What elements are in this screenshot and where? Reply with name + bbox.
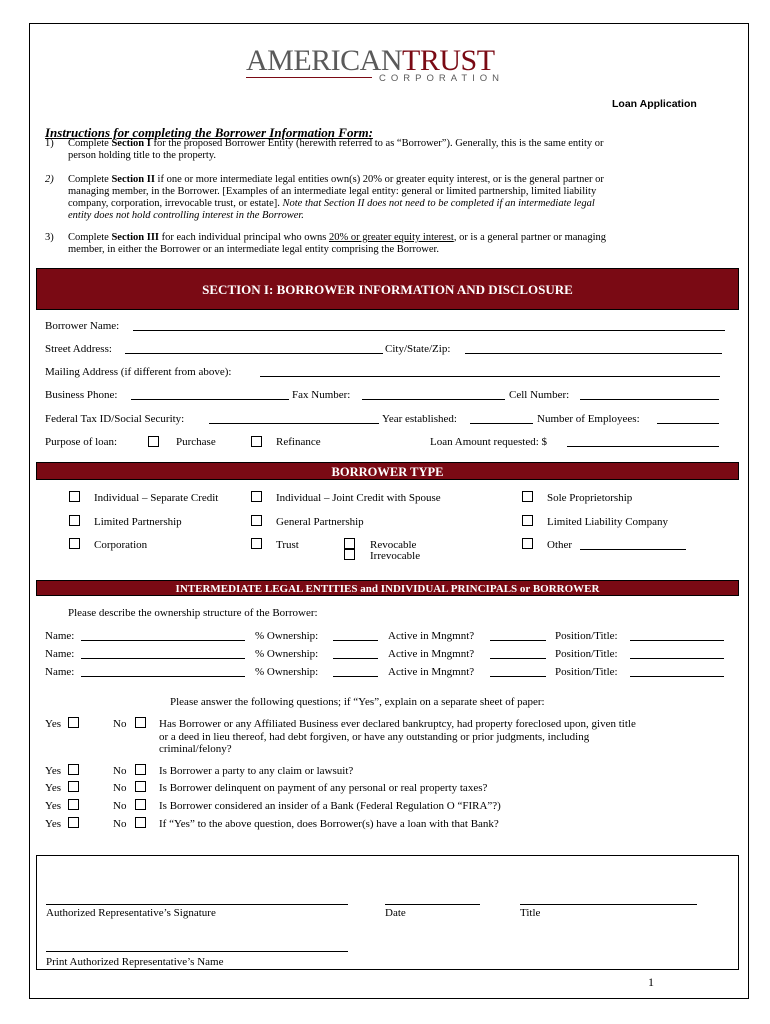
q1-yes-checkbox[interactable] [68, 717, 79, 728]
cell-number-field[interactable] [580, 399, 719, 400]
trust-label: Trust [276, 539, 299, 551]
signature-label: Authorized Representative’s Signature [46, 907, 216, 919]
print-name-label: Print Authorized Representative’s Name [46, 956, 224, 968]
ownership-field[interactable] [333, 658, 378, 659]
q4-yes-checkbox[interactable] [68, 799, 79, 810]
llc-label: Limited Liability Company [547, 516, 668, 528]
other-field[interactable] [580, 549, 686, 550]
q1-line2: or a deed in lieu thereof, had debt forgiven, or have any outstanding or prior judgments, including [159, 730, 590, 743]
page-number: 1 [648, 975, 654, 989]
borrower-type-banner: BORROWER TYPE [36, 462, 739, 480]
borrower-name-field[interactable] [133, 330, 725, 331]
business-phone-field[interactable] [131, 399, 289, 400]
i3-underline: 20% or greater equity interest [329, 232, 454, 243]
i3-pre: Complete [68, 232, 112, 243]
year-established-field[interactable] [470, 423, 533, 424]
logo-subtitle: CORPORATION [379, 73, 505, 84]
i2-line4: entity does not hold controlling interest in the Borrower. [68, 210, 304, 221]
principal-name-label: Name: [45, 630, 75, 642]
logo-rule [246, 77, 372, 78]
loan-amount-label: Loan Amount requested: $ [430, 436, 548, 448]
q5-no-checkbox[interactable] [135, 817, 146, 828]
instruction-1-num: 1) [45, 138, 54, 149]
no-label: No [113, 818, 127, 830]
irrevocable-checkbox[interactable] [344, 549, 355, 560]
ownership-label: % Ownership: [255, 666, 319, 678]
limited-partnership-checkbox[interactable] [69, 515, 80, 526]
tax-id-field[interactable] [209, 423, 379, 424]
no-label: No [113, 782, 127, 794]
street-address-label: Street Address: [45, 343, 112, 355]
purchase-checkbox[interactable] [148, 436, 159, 447]
position-label: Position/Title: [555, 648, 618, 660]
city-state-zip-label: City/State/Zip: [385, 343, 451, 355]
date-field[interactable] [385, 904, 480, 905]
revocable-label: Revocable [370, 539, 417, 551]
purchase-label: Purchase [176, 436, 216, 448]
street-address-field[interactable] [125, 353, 383, 354]
position-label: Position/Title: [555, 630, 618, 642]
sole-prop-checkbox[interactable] [522, 491, 533, 502]
q4-no-checkbox[interactable] [135, 799, 146, 810]
questions-intro: Please answer the following questions; if “Yes”, explain on a separate sheet of paper: [170, 696, 545, 708]
q1-no-checkbox[interactable] [135, 717, 146, 728]
q5-yes-checkbox[interactable] [68, 817, 79, 828]
i3-post: , or is a general partner or managing [453, 232, 607, 243]
year-established-label: Year established: [382, 413, 457, 425]
yes-label: Yes [45, 765, 62, 777]
principal-name-field[interactable] [81, 676, 245, 677]
i3-line2: member, in either the Borrower or an intermediate legal entity comprising the Borrower. [68, 244, 440, 255]
limited-partnership-label: Limited Partnership [94, 516, 182, 528]
signature-field[interactable] [46, 904, 348, 905]
q3-yes-checkbox[interactable] [68, 781, 79, 792]
business-phone-label: Business Phone: [45, 389, 118, 401]
ownership-label: % Ownership: [255, 630, 319, 642]
principal-name-field[interactable] [81, 658, 245, 659]
yes-label: Yes [45, 818, 62, 830]
logo-american: AMERICAN [246, 44, 403, 77]
i2-line3a: company, corporation, irrevocable trust, or estate]. [68, 198, 283, 209]
title-label: Title [520, 907, 541, 919]
ownership-describe: Please describe the ownership structure of the Borrower: [68, 607, 318, 619]
i3-bold: Section III [111, 232, 160, 243]
intermediate-banner: INTERMEDIATE LEGAL ENTITIES and INDIVIDUAL PRINCIPALS or BORROWER [36, 580, 739, 596]
city-state-zip-field[interactable] [465, 353, 722, 354]
num-employees-field[interactable] [657, 423, 719, 424]
fax-number-field[interactable] [362, 399, 505, 400]
llc-checkbox[interactable] [522, 515, 533, 526]
corporation-label: Corporation [94, 539, 148, 551]
trust-checkbox[interactable] [251, 538, 262, 549]
q5-text: If “Yes” to the above question, does Borrower(s) have a loan with that Bank? [159, 818, 499, 830]
active-field[interactable] [490, 640, 546, 641]
i2-line3b: Note that Section II does not need to be completed if an intermediate legal [282, 198, 595, 209]
tax-id-label: Federal Tax ID/Social Security: [45, 413, 185, 425]
mailing-address-field[interactable] [260, 376, 720, 377]
date-label: Date [385, 907, 406, 919]
no-label: No [113, 765, 127, 777]
ownership-label: % Ownership: [255, 648, 319, 660]
i1-bold: Section I [111, 138, 151, 149]
cell-number-label: Cell Number: [509, 389, 570, 401]
principal-name-field[interactable] [81, 640, 245, 641]
yes-label: Yes [45, 782, 62, 794]
other-checkbox[interactable] [522, 538, 533, 549]
instruction-3-num: 3) [45, 232, 54, 243]
i2-line2: managing member, in the Borrower. [Examples of an intermediate legal entity: general or limited partnership, limited liability [68, 186, 597, 197]
active-label: Active in Mngmnt? [388, 648, 475, 660]
ownership-field[interactable] [333, 676, 378, 677]
q2-yes-checkbox[interactable] [68, 764, 79, 775]
num-employees-label: Number of Employees: [537, 413, 640, 425]
purpose-label: Purpose of loan: [45, 436, 118, 448]
position-label: Position/Title: [555, 666, 618, 678]
i1-line2: person holding title to the property. [68, 150, 217, 161]
i2-bold: Section II [111, 174, 155, 185]
print-name-field[interactable] [46, 951, 348, 952]
i3-mid: for each individual principal who owns [159, 232, 330, 243]
position-field[interactable] [630, 658, 724, 659]
mailing-address-label: Mailing Address (if different from above): [45, 366, 232, 378]
refinance-checkbox[interactable] [251, 436, 262, 447]
corporation-checkbox[interactable] [69, 538, 80, 549]
yes-label: Yes [45, 718, 62, 730]
logo-trust: TRUST [402, 44, 495, 77]
active-field[interactable] [490, 658, 546, 659]
q1-text [159, 718, 636, 756]
principal-name-label: Name: [45, 648, 75, 660]
fax-number-label: Fax Number: [292, 389, 351, 401]
q2-no-checkbox[interactable] [135, 764, 146, 775]
position-field[interactable] [630, 640, 724, 641]
active-label: Active in Mngmnt? [388, 666, 475, 678]
i1-post: for the proposed Borrower Entity (herewith referred to as “Borrower”). Generally, this is the same entity or [150, 138, 604, 149]
position-field[interactable] [630, 676, 724, 677]
other-label: Other [547, 539, 573, 551]
instructions-title: Instructions for completing the Borrower Information Form: [45, 125, 373, 140]
individual-separate-label: Individual – Separate Credit [94, 492, 219, 504]
refinance-label: Refinance [276, 436, 321, 448]
loan-amount-field[interactable] [567, 446, 719, 447]
section1-banner: SECTION I: BORROWER INFORMATION AND DISCLOSURE [36, 268, 739, 310]
revocable-checkbox[interactable] [344, 538, 355, 549]
q3-text: Is Borrower delinquent on payment of any personal or real property taxes? [159, 782, 488, 794]
sole-prop-label: Sole Proprietorship [547, 492, 633, 504]
ownership-field[interactable] [333, 640, 378, 641]
active-label: Active in Mngmnt? [388, 630, 475, 642]
i2-pre: Complete [68, 174, 112, 185]
general-partnership-label: General Partnership [276, 516, 364, 528]
q3-no-checkbox[interactable] [135, 781, 146, 792]
no-label: No [113, 718, 127, 730]
title-field[interactable] [520, 904, 697, 905]
individual-joint-label: Individual – Joint Credit with Spouse [276, 492, 441, 504]
principal-name-label: Name: [45, 666, 75, 678]
active-field[interactable] [490, 676, 546, 677]
page-border [29, 23, 749, 999]
individual-separate-checkbox[interactable] [69, 491, 80, 502]
q4-text: Is Borrower considered an insider of a Bank (Federal Regulation O “FIRA”?) [159, 800, 501, 812]
i2-post: if one or more intermediate legal entities own(s) 20% or greater equity interest, or is the general partner or [154, 174, 604, 185]
general-partnership-checkbox[interactable] [251, 515, 262, 526]
i1-pre: Complete [68, 138, 112, 149]
yes-label: Yes [45, 800, 62, 812]
q1-line3: criminal/felony? [159, 743, 232, 755]
doc-label: Loan Application [612, 98, 697, 110]
borrower-name-label: Borrower Name: [45, 320, 120, 332]
no-label: No [113, 800, 127, 812]
individual-joint-checkbox[interactable] [251, 491, 262, 502]
irrevocable-label: Irrevocable [370, 550, 421, 562]
instruction-2-num: 2) [45, 174, 54, 185]
q1-line1: Has Borrower or any Affiliated Business ever declared bankruptcy, had property foreclosed upon, given title [159, 718, 636, 730]
q2-text: Is Borrower a party to any claim or lawsuit? [159, 765, 354, 777]
